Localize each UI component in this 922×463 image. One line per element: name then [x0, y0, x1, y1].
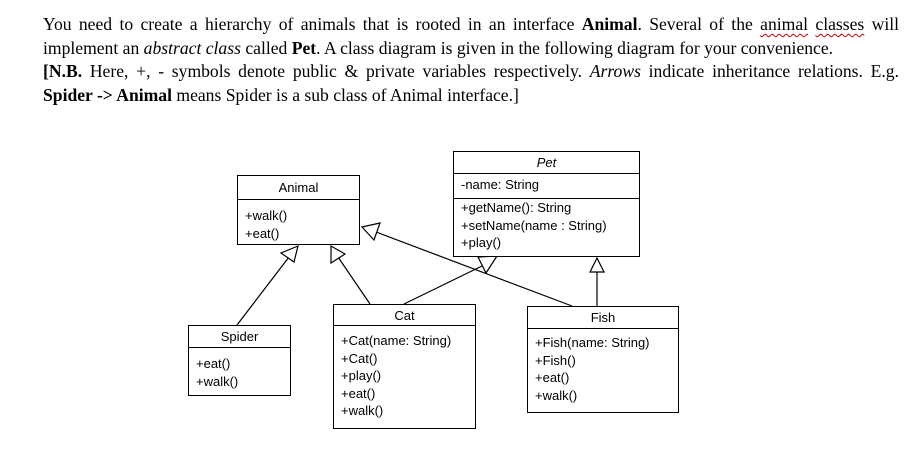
class-methods-fish: [528, 329, 678, 404]
class-attributes-pet: [454, 174, 639, 199]
text-nb-bold: [N.B.: [43, 61, 83, 81]
text-run: called: [240, 37, 292, 58]
edge-spider-animal: [237, 257, 289, 325]
class-name-pet: Pet: [454, 152, 639, 174]
text-animal-bold: Animal: [581, 14, 638, 34]
class-methods-animal: [238, 200, 359, 242]
method-item: +Cat(): [341, 350, 378, 366]
method-item: +Fish(name: String): [535, 335, 650, 350]
text-run: Here, +, - symbols denote public & private variables respectively.: [82, 61, 590, 81]
class-box-fish: [527, 306, 679, 413]
method-item: +eat(): [535, 370, 570, 385]
text-run: indicate inheritance relations. E.g.: [640, 61, 900, 81]
text-spider-animal-bold: Spider -> Animal: [43, 84, 172, 105]
text-run: . Several of the: [637, 14, 761, 34]
text-run: . A class diagram is given in the following diagram for your convenience.: [316, 37, 834, 58]
method-item: +eat(): [196, 356, 231, 371]
method-item: +Cat(name: String): [341, 333, 452, 348]
arrowhead-fish-animal: [362, 223, 380, 240]
arrowhead-spider-animal: [281, 246, 298, 262]
class-name-animal: Animal: [238, 176, 359, 200]
class-name-fish: Fish: [528, 307, 678, 329]
text-run: means Spider is a sub class of Animal interface.]: [171, 84, 519, 105]
method-item: +walk(): [245, 208, 288, 223]
spellcheck-word-classes: classes: [815, 14, 865, 34]
class-box-pet: [453, 151, 640, 257]
class-methods-pet: [454, 199, 639, 252]
method-item: +Fish(): [535, 352, 576, 368]
text-run: will implement an: [43, 14, 899, 58]
method-item: +setName(name : String): [461, 217, 607, 233]
attribute-item: -name: String: [461, 177, 540, 192]
edge-cat-pet: [404, 266, 482, 304]
spellcheck-word-animal: animal: [760, 14, 809, 34]
method-item: +play(): [341, 368, 382, 383]
class-box-spider: [188, 325, 291, 396]
method-item: +getName(): String: [461, 200, 572, 215]
class-name-spider: Spider: [189, 326, 290, 348]
method-item: +walk(): [535, 387, 578, 403]
text-arrows-italic: Arrows: [589, 61, 641, 81]
text-run: You need to create a hierarchy of animals that is rooted in an interface: [43, 14, 582, 34]
class-box-animal: [237, 175, 360, 245]
method-item: +walk(): [196, 373, 239, 389]
method-item: +eat(): [341, 385, 376, 401]
method-item: +play(): [461, 235, 502, 250]
text-pet-bold: Pet: [291, 37, 317, 58]
class-name-cat: Cat: [334, 305, 475, 326]
class-box-cat: [333, 304, 476, 429]
class-methods-spider: [189, 348, 290, 390]
arrowhead-fish-pet: [590, 258, 604, 272]
class-methods-cat: [334, 326, 475, 420]
method-item: +eat(): [245, 225, 280, 241]
edge-cat-animal: [338, 257, 370, 304]
arrowhead-cat-animal: [331, 246, 345, 263]
method-item: +walk(): [341, 403, 384, 418]
text-abstract-class-italic: abstract class: [143, 37, 241, 58]
arrowhead-cat-pet: [478, 256, 497, 273]
